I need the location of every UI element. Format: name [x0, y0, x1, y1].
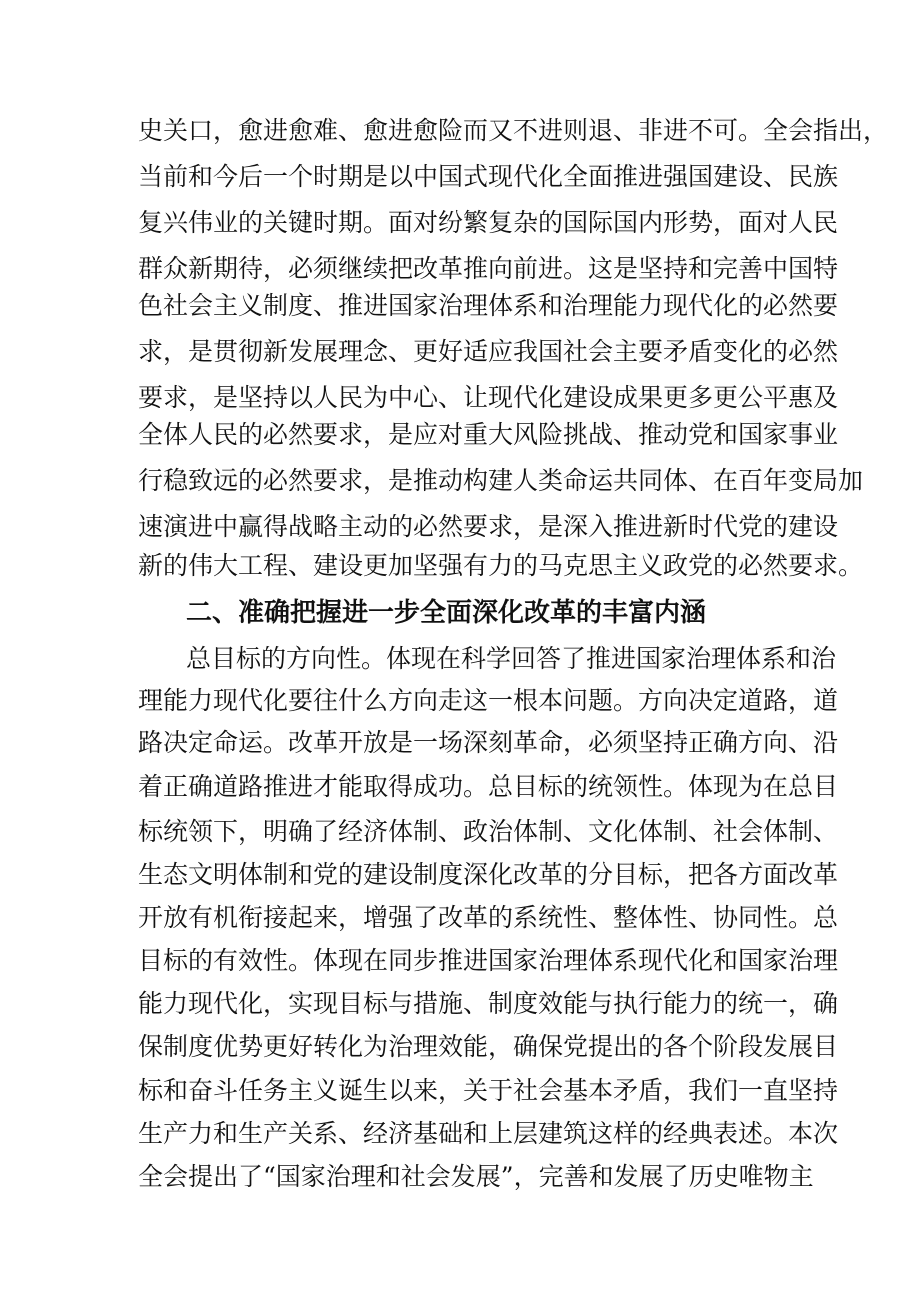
paragraph-2-line: 路决定命运。改革开放是一场深刻革命，必须坚持正确方向、沿: [138, 728, 839, 757]
paragraph-1-line: 史关口，愈进愈难、愈进愈险而又不进则退、非进不可。全会指出，: [138, 116, 889, 145]
paragraph-2-line: 标统领下，明确了经济体制、政治体制、文化体制、社会体制、: [138, 817, 839, 846]
paragraph-2-line: 保制度优势更好转化为治理效能，确保党提出的各个阶段发展目: [138, 1032, 839, 1061]
paragraph-2-line: 标和奋斗任务主义诞生以来，关于社会基本矛盾，我们一直坚持: [138, 1076, 839, 1105]
paragraph-1-line: 群众新期待，必须继续把改革推向前进。这是坚持和完善中国特: [138, 254, 839, 283]
paragraph-1-line: 色社会主义制度、推进国家治理体系和治理能力现代化的必然要: [138, 291, 839, 320]
paragraph-1-line: 求，是贯彻新发展理念、更好适应我国社会主要矛盾变化的必然: [138, 337, 839, 366]
paragraph-2-line: 总目标的方向性。体现在科学回答了推进国家治理体系和治: [186, 644, 837, 673]
paragraph-2-line: 开放有机衔接起来，增强了改革的系统性、整体性、协同性。总: [138, 903, 839, 932]
section-heading: 二、准确把握进一步全面深化改革的丰富内涵: [186, 598, 707, 628]
paragraph-1-line: 要求，是坚持以人民为中心、让现代化建设成果更多更公平惠及: [138, 383, 839, 412]
paragraph-2-line: 全会提出了“国家治理和社会发展”，完善和发展了历史唯物主: [138, 1162, 814, 1191]
paragraph-2-line: 目标的有效性。体现在同步推进国家治理体系现代化和国家治理: [138, 946, 839, 975]
paragraph-2-line: 理能力现代化要往什么方向走这一根本问题。方向决定道路，道: [138, 686, 839, 715]
paragraph-2-line: 生产力和生产关系、经济基础和上层建筑这样的经典表述。本次: [138, 1119, 839, 1148]
paragraph-1-line: 新的伟大工程、建设更加坚强有力的马克思主义政党的必然要求。: [138, 551, 864, 580]
paragraph-1-line: 速演进中赢得战略主动的必然要求，是深入推进新时代党的建设: [138, 512, 839, 541]
paragraph-1-line: 全体人民的必然要求，是应对重大风险挑战、推动党和国家事业: [138, 420, 839, 449]
paragraph-2-line: 能力现代化，实现目标与措施、制度效能与执行能力的统一，确: [138, 989, 839, 1018]
paragraph-1-line: 当前和今后一个时期是以中国式现代化全面推进强国建设、民族: [138, 162, 839, 191]
paragraph-2-line: 生态文明体制和党的建设制度深化改革的分目标，把各方面改革: [138, 860, 839, 889]
paragraph-1-line: 复兴伟业的关键时期。面对纷繁复杂的国际国内形势，面对人民: [138, 208, 839, 237]
paragraph-1-line: 行稳致远的必然要求，是推动构建人类命运共同体、在百年变局加: [138, 466, 864, 495]
paragraph-2-line: 着正确道路推进才能取得成功。总目标的统领性。体现为在总目: [138, 772, 839, 801]
